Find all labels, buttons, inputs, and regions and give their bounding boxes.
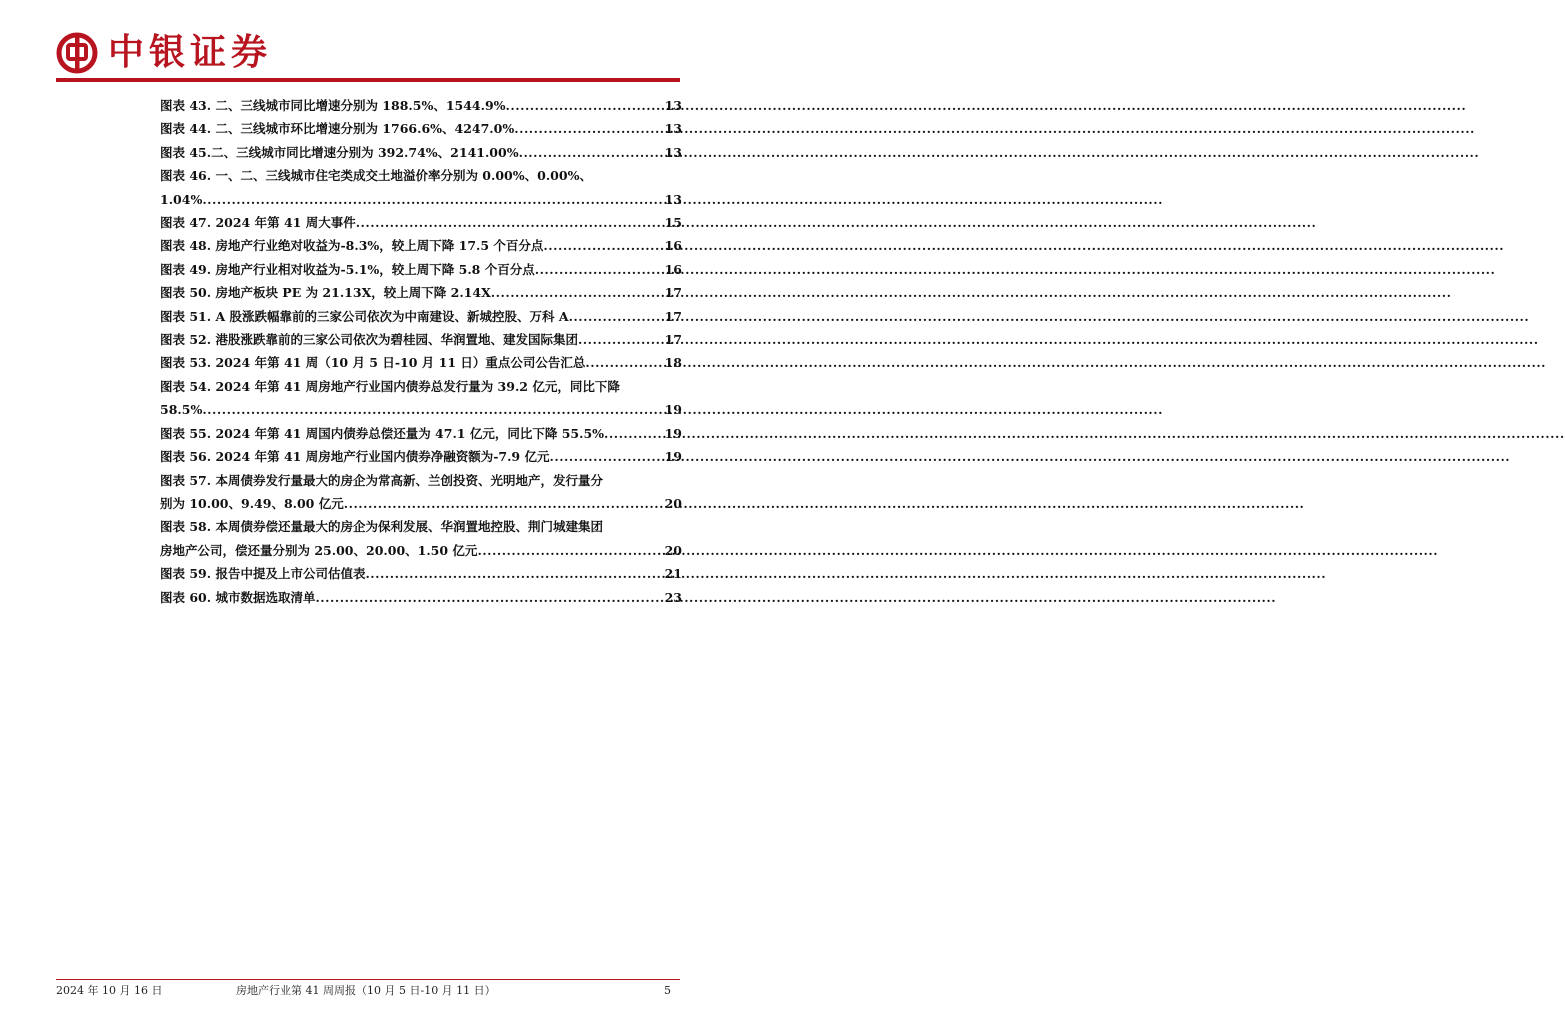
toc-entry-page: 23 (664, 589, 682, 605)
toc-entry[interactable] (160, 562, 682, 585)
toc-entry-title-line1: 图表 54. 2024 年第 41 周房地产行业国内债券总发行量为 39.2 亿元，同比下降 (160, 378, 620, 394)
toc-entry[interactable] (160, 305, 682, 328)
footer-report-title: 房地产行业第 41 周周报（10 月 5 日-10 月 11 日） (236, 984, 496, 997)
toc-entry[interactable] (160, 258, 682, 281)
dot-leader (202, 188, 664, 211)
toc-entry-page: 13 (664, 121, 682, 137)
toc-entry-title: 图表 55. 2024 年第 41 周国内债券总偿还量为 47.1 亿元，同比下降 55.5% (160, 425, 605, 441)
toc-entry[interactable] (160, 94, 682, 117)
footer-page-number: 5 (664, 984, 671, 997)
toc-entry-title: 图表 56. 2024 年第 41 周房地产行业国内债券净融资额为-7.9 亿元 (160, 449, 550, 465)
toc-entry-page: 16 (664, 238, 682, 254)
dot-leader (569, 305, 665, 328)
toc-entry-title: 图表 45.二、三线城市同比增速分别为 392.74%、2141.00% (160, 144, 519, 160)
dot-leader (315, 586, 664, 609)
toc-entry-title-line1: 图表 57. 本周债券发行量最大的房企为常高新、兰创投资、光明地产，发行量分 (160, 472, 603, 488)
toc-entry-title: 图表 48. 房地产行业绝对收益为-8.3%，较上周下降 17.5 个百分点 (160, 238, 544, 254)
toc-entry[interactable] (160, 422, 682, 445)
toc-entry[interactable] (160, 141, 682, 164)
toc-entry-page: 13 (664, 144, 682, 160)
header-divider (56, 78, 680, 82)
toc-entry-title: 图表 47. 2024 年第 41 周大事件 (160, 215, 356, 231)
toc-entry-page: 17 (664, 308, 682, 324)
dot-leader (604, 422, 665, 445)
dot-leader (356, 211, 665, 234)
dot-leader (585, 351, 664, 374)
toc-entry-page: 20 (664, 495, 682, 511)
toc-entry[interactable] (160, 117, 682, 140)
toc-entry-page: 19 (664, 449, 682, 465)
toc-entry-title: 图表 60. 城市数据选取清单 (160, 589, 316, 605)
dot-leader (506, 94, 665, 117)
toc-entry[interactable] (160, 375, 682, 422)
toc-entry-page: 15 (664, 215, 682, 231)
toc-entry[interactable] (160, 515, 682, 562)
toc-entry[interactable] (160, 234, 682, 257)
dot-leader (477, 539, 664, 562)
toc-entry-title: 58.5% (160, 402, 203, 418)
dot-leader (202, 398, 664, 421)
dot-leader (543, 234, 664, 257)
toc-entry[interactable] (160, 445, 682, 468)
dot-leader (578, 328, 665, 351)
toc-entry-title: 图表 43. 二、三线城市同比增速分别为 188.5%、1544.9% (160, 98, 506, 113)
toc-entry-title: 图表 53. 2024 年第 41 周（10 月 5 日-10 月 11 日）重点公司公告汇总 (160, 355, 586, 371)
toc-entry[interactable] (160, 328, 682, 351)
figure-list (160, 94, 682, 609)
toc-entry-title: 图表 44. 二、三线城市环比增速分别为 1766.6%、4247.0% (160, 121, 515, 137)
toc-entry[interactable] (160, 469, 682, 516)
bank-of-china-logo-icon (56, 32, 98, 74)
toc-entry-title: 图表 59. 报告中提及上市公司估值表 (160, 566, 366, 582)
dot-leader (344, 492, 665, 515)
dot-leader (519, 141, 665, 164)
toc-entry[interactable] (160, 586, 682, 609)
toc-entry-title: 1.04% (160, 191, 203, 207)
toc-entry[interactable] (160, 351, 682, 374)
toc-entry[interactable] (160, 164, 682, 211)
toc-entry-title: 图表 50. 房地产板块 PE 为 21.13X，较上周下降 2.14X (160, 285, 491, 301)
dot-leader (365, 562, 664, 585)
toc-entry-page: 17 (664, 332, 682, 348)
toc-entry[interactable] (160, 211, 682, 234)
brand-name: 中银证券 (108, 32, 273, 73)
toc-entry-page: 21 (664, 566, 682, 582)
toc-entry-title-line1: 图表 58. 本周债券偿还量最大的房企为保利发展、华润置地控股、荆门城建集团 (160, 519, 603, 535)
dot-leader (514, 117, 664, 140)
toc-entry-page: 19 (664, 425, 682, 441)
footer-date: 2024 年 10 月 16 日 (56, 984, 163, 997)
toc-entry-title: 别为 10.00、9.49、8.00 亿元 (160, 495, 344, 511)
report-header (56, 28, 680, 78)
footer-divider (56, 979, 680, 980)
dot-leader (491, 281, 665, 304)
dot-leader (535, 258, 665, 281)
toc-entry-page: 13 (664, 191, 682, 207)
toc-entry[interactable] (160, 281, 682, 304)
toc-entry-page: 16 (664, 261, 682, 277)
toc-entry-title: 图表 51. A 股涨跌幅靠前的三家公司依次为中南建设、新城控股、万科 A (160, 308, 569, 324)
toc-entry-page: 17 (664, 285, 682, 301)
toc-entry-page: 19 (664, 402, 682, 418)
toc-entry-page: 13 (664, 98, 682, 113)
dot-leader (549, 445, 664, 468)
toc-entry-title: 图表 52. 港股涨跌靠前的三家公司依次为碧桂园、华润置地、建发国际集团 (160, 332, 578, 348)
toc-entry-page: 20 (664, 542, 682, 558)
toc-entry-title-line1: 图表 46. 一、二、三线城市住宅类成交土地溢价率分别为 0.00%、0.00%、 (160, 168, 592, 184)
toc-entry-page: 18 (664, 355, 682, 371)
toc-entry-title: 图表 49. 房地产行业相对收益为-5.1%，较上周下降 5.8 个百分点 (160, 261, 535, 277)
toc-entry-title: 房地产公司，偿还量分别为 25.00、20.00、1.50 亿元 (160, 542, 478, 558)
